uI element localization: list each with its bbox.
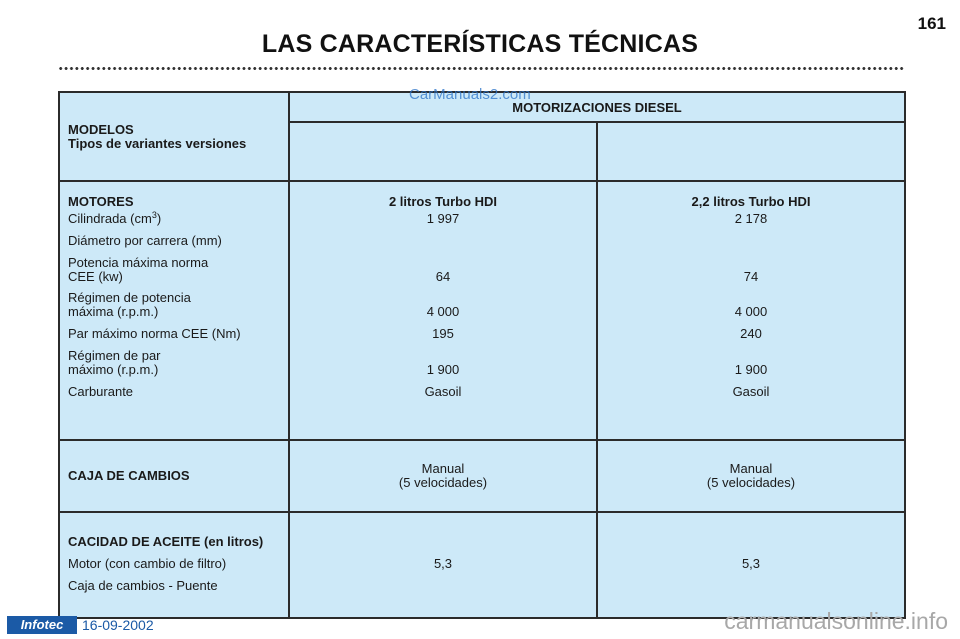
- torque-label: Par máximo norma CEE (Nm): [68, 326, 241, 341]
- engine-2-gearbox-speeds: (5 velocidades): [706, 475, 796, 490]
- models-label: MODELOS: [68, 121, 134, 137]
- gearbox-section-label: CAJA DE CAMBIOS: [68, 468, 190, 483]
- footer-date: 16-09-2002: [82, 617, 154, 633]
- engine-1-fuel: Gasoil: [424, 384, 462, 399]
- engine-2-name: 2,2 litros Turbo HDI: [691, 194, 811, 209]
- gearbox-label-cell: [59, 440, 289, 512]
- engines-section-label: MOTORES: [68, 194, 134, 209]
- power-label-line2: CEE (kw): [68, 269, 123, 284]
- page-number: 161: [917, 14, 946, 33]
- engine-2-torque: 240: [740, 326, 762, 341]
- engine-1-gearbox-speeds: (5 velocidades): [398, 475, 488, 490]
- engine-2-displacement: 2 178: [734, 211, 768, 226]
- power-label-line1: Potencia máxima norma: [68, 255, 209, 270]
- torque-rpm-label-line2: máximo (r.p.m.): [68, 362, 159, 377]
- engine-1-gearbox-cell: [289, 440, 597, 512]
- engine-2-oil-motor: 5,3: [741, 556, 761, 571]
- engine-1-power: 64: [435, 269, 451, 284]
- engine-1-specs-cell: [289, 181, 597, 440]
- engine-1-variant-cell: [289, 122, 597, 181]
- infotec-logo: Infotec: [7, 616, 77, 634]
- oil-section-label: CACIDAD DE ACEITE (en litros): [68, 534, 264, 549]
- engine-2-specs-cell: [597, 181, 905, 440]
- motorizations-header: [289, 92, 905, 122]
- oil-gearbox-label: Caja de cambios - Puente: [68, 578, 218, 593]
- engine-2-oil-cell: [597, 512, 905, 618]
- engine-1-displacement: 1 997: [426, 211, 460, 226]
- watermark-bottom: carmanualsonline.info: [724, 608, 948, 634]
- engine-1-gearbox-type: Manual: [421, 461, 465, 476]
- dotted-divider: [58, 66, 904, 71]
- oil-motor-label: Motor (con cambio de filtro): [68, 556, 227, 571]
- power-rpm-label-line1: Régimen de potencia: [68, 290, 191, 305]
- engine-2-power-rpm: 4 000: [734, 304, 768, 319]
- variants-label: Tipos de variantes versiones: [68, 135, 247, 151]
- engine-1-power-rpm: 4 000: [426, 304, 460, 319]
- engine-1-torque-rpm: 1 900: [426, 362, 460, 377]
- torque-rpm-label-line1: Régimen de par: [68, 348, 161, 363]
- specifications-table: [58, 91, 906, 619]
- engine-2-torque-rpm: 1 900: [734, 362, 768, 377]
- engine-2-variant-cell: [597, 122, 905, 181]
- page-title: LAS CARACTERÍSTICAS TÉCNICAS: [261, 30, 699, 58]
- bore-stroke-label: Diámetro por carrera (mm): [68, 233, 222, 248]
- engine-2-gearbox-cell: [597, 440, 905, 512]
- engine-2-gearbox-type: Manual: [729, 461, 773, 476]
- power-rpm-label-line2: máxima (r.p.m.): [68, 304, 159, 319]
- engine-1-oil-motor: 5,3: [433, 556, 453, 571]
- motorizations-header-label: MOTORIZACIONES DIESEL: [512, 99, 682, 115]
- oil-labels-cell: [59, 512, 289, 618]
- engines-labels-cell: [59, 181, 289, 440]
- models-header-cell: [59, 92, 289, 181]
- fuel-label: Carburante: [68, 384, 134, 399]
- engine-2-power: 74: [743, 269, 759, 284]
- engine-1-name: 2 litros Turbo HDI: [388, 194, 498, 209]
- displacement-label: Cilindrada $(cm^3)$: [68, 210, 162, 226]
- engine-1-oil-cell: [289, 512, 597, 618]
- engine-1-torque: 195: [432, 326, 454, 341]
- watermark-top: CarManuals2.com: [409, 86, 531, 103]
- engine-2-fuel: Gasoil: [732, 384, 770, 399]
